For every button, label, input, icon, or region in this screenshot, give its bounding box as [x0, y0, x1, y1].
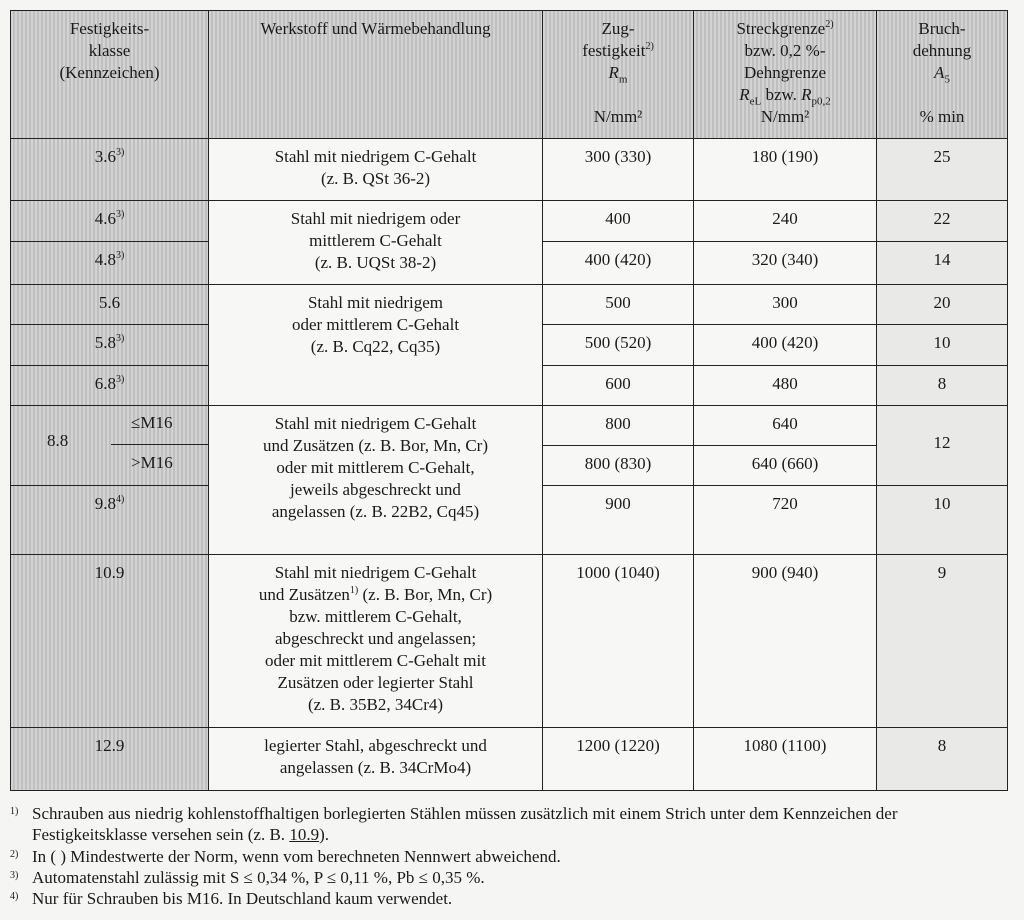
rm-cell: 500 (520) — [542, 324, 694, 366]
footnote-4: 4) Nur für Schrauben bis M16. In Deutschland kaum verwendet. — [10, 889, 453, 908]
rm-cell: 1200 (1220) — [542, 727, 694, 791]
class-label: 8.8 — [47, 431, 69, 450]
rm-cell: 900 — [542, 485, 694, 555]
re-cell: 180 (190) — [693, 138, 877, 201]
footnote-ref: 2) — [825, 19, 834, 30]
a5-cell: 12 — [876, 405, 1008, 486]
header-a5 — [876, 10, 1008, 139]
re-cell: 400 (420) — [693, 324, 877, 366]
a5-cell: 10 — [876, 485, 1008, 555]
class-cell: 12.9 — [10, 727, 209, 791]
material-cell: legierter Stahl, abgeschreckt und angelassen (z. B. 34CrMo4) — [208, 727, 543, 791]
a5-unit: % min — [919, 107, 965, 126]
re-cell: 320 (340) — [693, 241, 877, 285]
material-cell: Stahl mit niedrigem oder mittlerem C-Gehalt (z. B. Cq22, Cq35) — [208, 284, 543, 406]
class-cell: 5.8$^{3)}$ — [10, 324, 209, 366]
rm-cell: 600 — [542, 365, 694, 406]
re-cell: 300 — [693, 284, 877, 325]
rm-symbol: R — [608, 63, 619, 82]
re-cell: 640 (660) — [693, 445, 877, 486]
material-cell: Stahl mit niedrigem C-Gehalt und Zusätzen (z. B. Bor, Mn, Cr) oder mit mittlerem C-Gehalt, jeweils abgeschreckt und angelassen (z. B. 22B2, Cq45) — [208, 405, 543, 555]
rm-cell: 400 — [542, 200, 694, 242]
class-cell: 10.9 — [10, 554, 209, 728]
rm-title: Zug- festigkeit — [582, 19, 646, 60]
a5-cell: 8 — [876, 365, 1008, 406]
material-cell: Stahl mit niedrigem oder mittlerem C-Gehalt (z. B. UQSt 38-2) — [208, 200, 543, 285]
header-material: Werkstoff und Wärmebehandlung — [208, 10, 543, 139]
header-re — [693, 10, 877, 139]
footnote-1: 1) Schrauben aus niedrig kohlenstoffhaltigen borlegierten Stählen müssen zusätzlich mit einem Strich unter dem Kennzeichen der Festigkeitsklasse versehen sein (z. B. 10.9). — [10, 804, 898, 844]
re-sub: eL — [749, 95, 762, 108]
a5-cell: 9 — [876, 554, 1008, 728]
rp-sub: p0,2 — [811, 95, 831, 108]
re-cell: 640 — [693, 405, 877, 446]
re-symbol: R — [739, 85, 750, 104]
rm-cell: 400 (420) — [542, 241, 694, 285]
rm-cell: 800 — [542, 405, 694, 446]
footnote-2: 2) In ( ) Mindestwerte der Norm, wenn vom berechneten Nennwert abweichend. — [10, 847, 561, 866]
a5-cell: 10 — [876, 324, 1008, 366]
re-cell: 900 (940) — [693, 554, 877, 728]
rp-symbol: R — [801, 85, 812, 104]
class-cell: 6.8$^{3)}$ — [10, 365, 209, 406]
rm-cell: 800 (830) — [542, 445, 694, 486]
footnote-ref: 2) — [645, 41, 654, 52]
material-cell: Stahl mit niedrigem C-Gehalt (z. B. QSt 36-2) — [208, 138, 543, 201]
class-cell: 3.6$^{3)}$ — [10, 138, 209, 201]
a5-cell: 20 — [876, 284, 1008, 325]
re-title: Streckgrenze — [736, 19, 826, 38]
material-cell: Stahl mit niedrigem C-Gehalt und Zusätzen$^{1)}$ (z. B. Bor, Mn, Cr) bzw. mittlerem C-Gehalt, abgeschreckt und angelassen; oder mit mittlerem C-Gehalt mit Zusätzen oder legierter Stahl (z. B. 35B2, 34Cr4) — [208, 554, 543, 728]
rm-sub: m — [618, 73, 628, 86]
class-cell: 4.8$^{3)}$ — [10, 241, 209, 285]
class-cell: 5.6 — [10, 284, 209, 325]
rm-cell: 1000 (1040) — [542, 554, 694, 728]
header-class: Festigkeits- klasse (Kennzeichen) — [10, 10, 209, 139]
class-cell: 9.8$^{4)}$ — [10, 485, 209, 555]
re-bzw: bzw. — [761, 85, 802, 104]
a5-cell: 25 — [876, 138, 1008, 201]
a5-sub: 5 — [944, 73, 950, 86]
rm-cell: 500 — [542, 284, 694, 325]
re-cell: 480 — [693, 365, 877, 406]
a5-cell: 8 — [876, 727, 1008, 791]
re-cell: 1080 (1100) — [693, 727, 877, 791]
re-line2: bzw. 0,2 %- Dehngrenze — [743, 41, 827, 82]
a5-title: Bruch- dehnung — [912, 19, 972, 60]
rm-cell: 300 (330) — [542, 138, 694, 201]
size-gt-m16: >M16 — [131, 453, 173, 472]
rm-unit: N/mm² — [593, 107, 643, 126]
class-cell-8-8 — [10, 405, 209, 486]
a5-cell: 14 — [876, 241, 1008, 285]
header-rm — [542, 10, 694, 139]
size-le-m16: ≤M16 — [131, 413, 173, 432]
class-cell: 4.6$^{3)}$ — [10, 200, 209, 242]
re-unit: N/mm² — [760, 107, 810, 126]
re-cell: 240 — [693, 200, 877, 242]
size-divider — [111, 444, 208, 445]
re-cell: 720 — [693, 485, 877, 555]
a5-symbol: A — [934, 63, 945, 82]
footnote-3: 3) Automatenstahl zulässig mit S ≤ 0,34 %, P ≤ 0,11 %, Pb ≤ 0,35 %. — [10, 868, 485, 887]
a5-cell: 22 — [876, 200, 1008, 242]
